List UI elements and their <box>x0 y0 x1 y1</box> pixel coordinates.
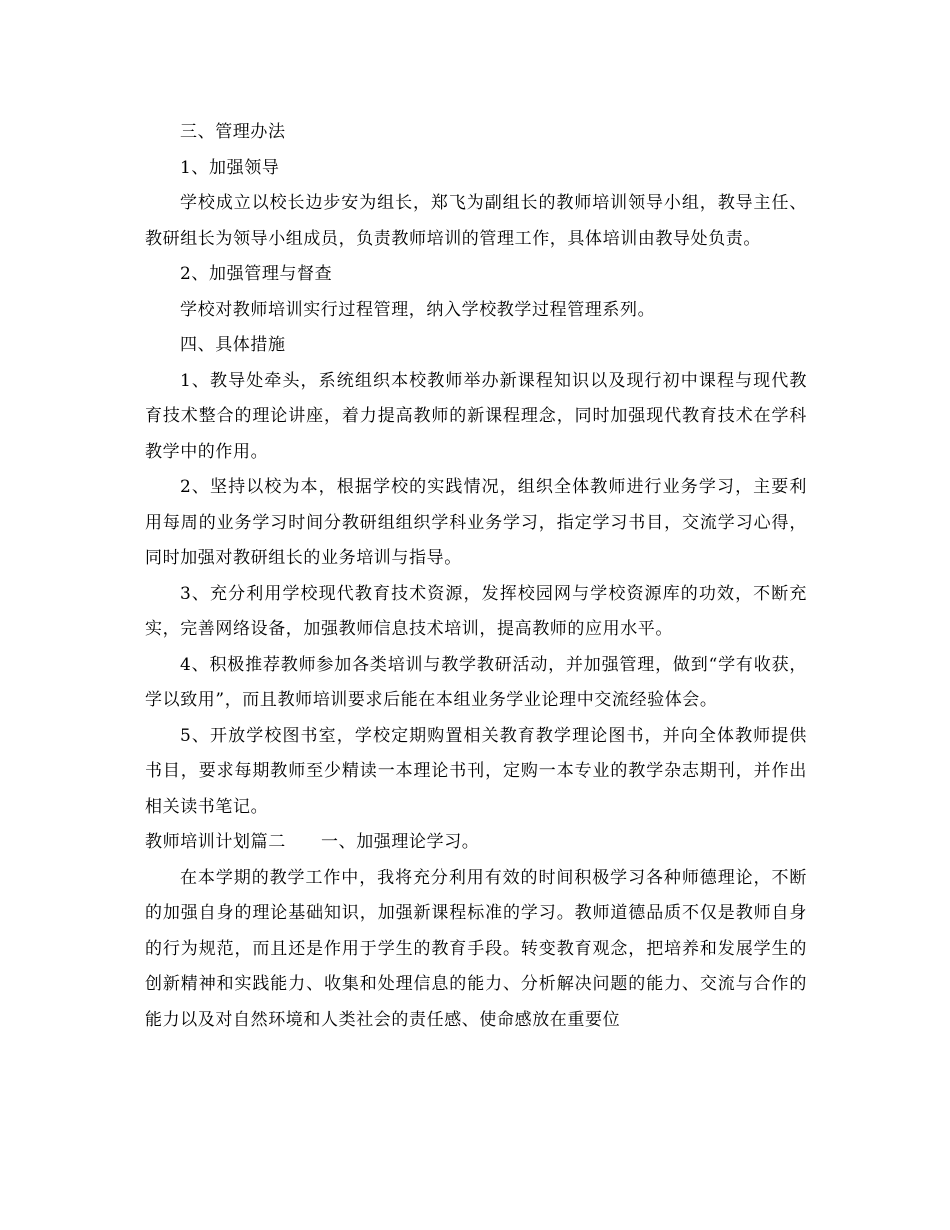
paragraph-theory-study: 在本学期的教学工作中，我将充分利用有效的时间积极学习各种师德理论，不断的加强自身的理论基础知识，加强新课程标准的学习。教师道德品质不仅是教师自身的行为规范，而且还是作用于学生的教育手段。转变教育观念，把培养和发展学生的创新精神和实践能力、收集和处理信息的能力、分析解决问题的能力、交流与合作的能力以及对自然环境和人类社会的责任感、使命感放在重要位 <box>145 867 807 1030</box>
paragraph-measure-2: 2、坚持以校为本，根据学校的实践情况，组织全体教师进行业务学习，主要利用每周的业务学习时间分教研组组织学科业务学习，指定学习书目，交流学习心得，同时加强对教研组长的业务培训与指导。 <box>145 477 807 568</box>
part-two-heading: 教师培训计划篇二 一、加强理论学习。 <box>145 832 480 852</box>
paragraph-measure-3: 3、充分利用学校现代教育技术资源，发挥校园网与学校资源库的功效，不断充实，完善网络设备，加强教师信息技术培训，提高教师的应用水平。 <box>145 583 807 639</box>
section-heading-management: 三、管理办法 <box>180 122 286 142</box>
paragraph-measure-5: 5、开放学校图书室，学校定期购置相关教育教学理论图书，并向全体教师提供书目，要求每期教师至少精读一本理论书刊，定购一本专业的教学杂志期刊，并作出相关读书笔记。 <box>145 725 807 817</box>
paragraph-measure-1: 1、教导处牵头，系统组织本校教师举办新课程知识以及现行初中课程与现代教育技术整合的理论讲座，着力提高教师的新课程理念，同时加强现代教育技术在学科教学中的作用。 <box>145 370 807 462</box>
paragraph-supervision: 学校对教师培训实行过程管理，纳入学校教学过程管理系列。 <box>180 299 656 320</box>
subheading-leadership: 1、加强领导 <box>180 157 280 178</box>
document-body <box>145 115 807 1038</box>
paragraph-leadership: 学校成立以校长边步安为组长，郑飞为副组长的教师培训领导小组，教导主任、教研组长为领导小组成员，负责教师培训的管理工作，具体培训由教导处负责。 <box>145 193 807 249</box>
paragraph-measure-4: 4、积极推荐教师参加各类培训与教学教研活动，并加强管理，做到“学有收获，学以致用”，而且教师培训要求后能在本组业务学业论理中交流经验体会。 <box>145 654 807 710</box>
subheading-supervision: 2、加强管理与督查 <box>180 264 333 284</box>
section-heading-measures: 四、具体措施 <box>180 335 286 355</box>
